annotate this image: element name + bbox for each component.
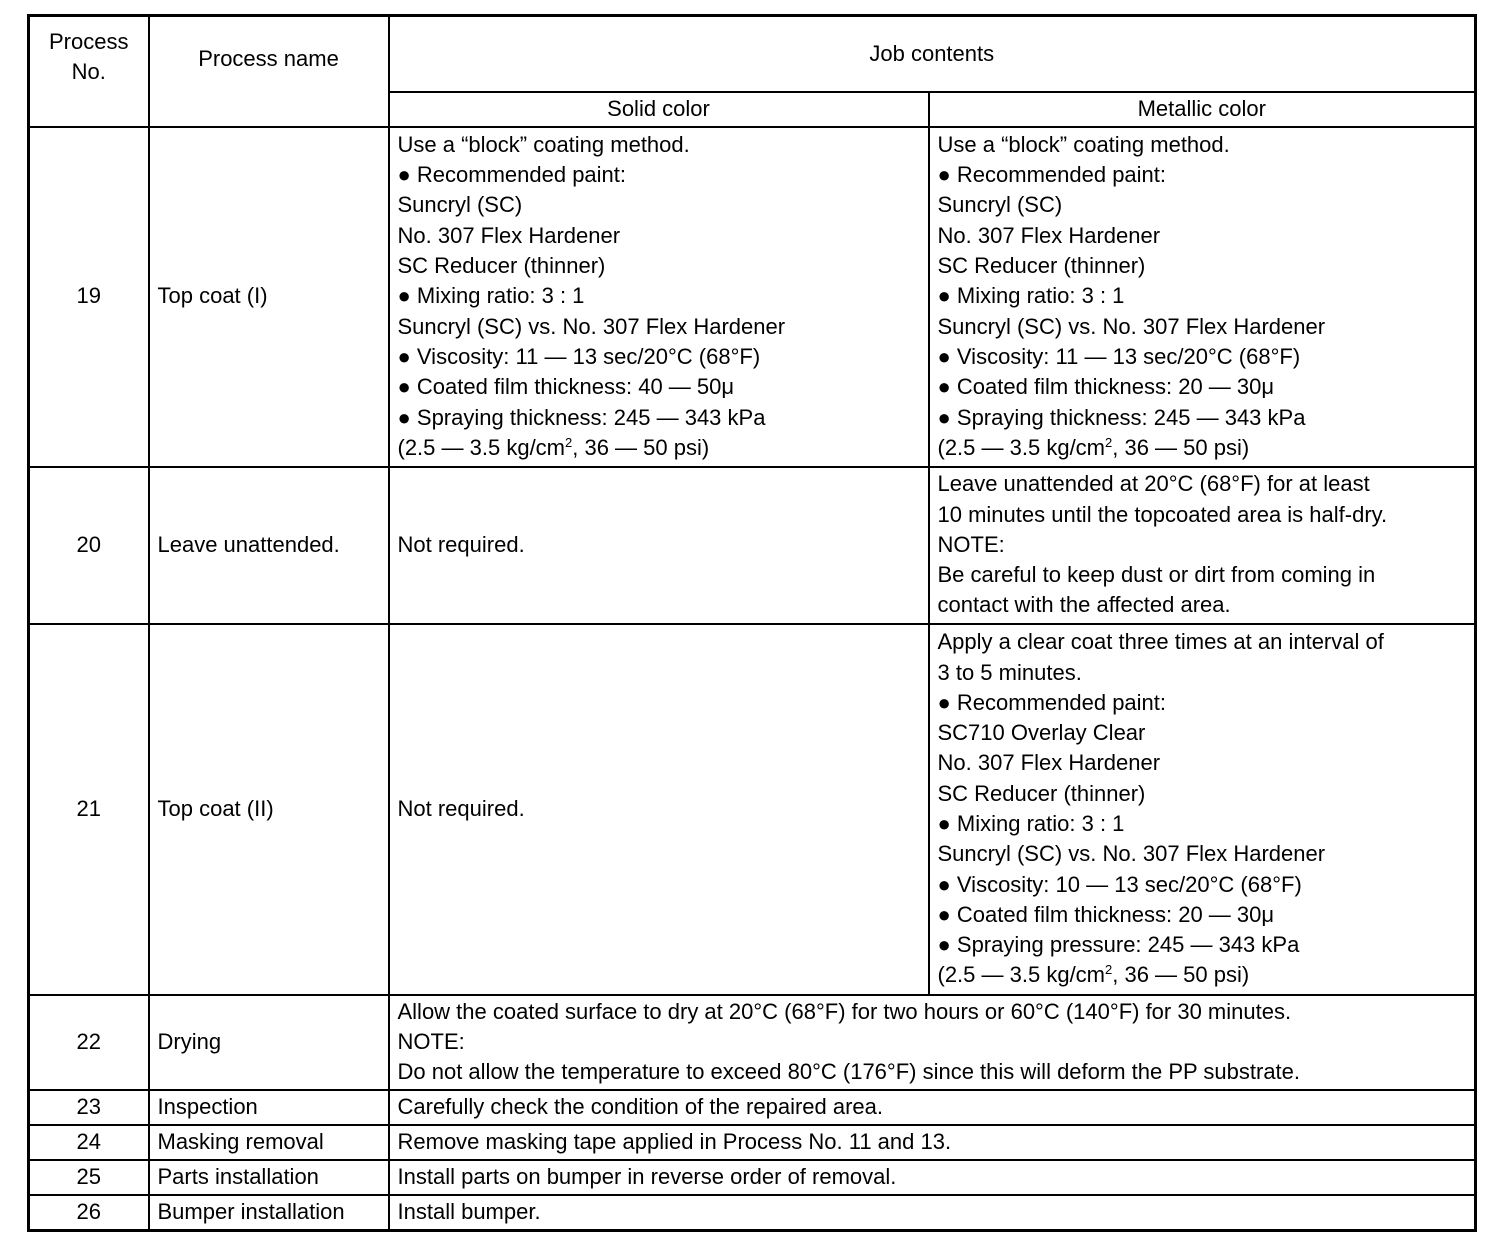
header-process-no: Process No. xyxy=(29,16,149,127)
pressure-text: (2.5 — 3.5 kg/cm xyxy=(397,434,566,460)
solid-contents-text: Use a “block” coating method. ● Recommended paint: Suncryl (SC) No. 307 Flex Hardener SC Reducer (thinner) ● Mixing ratio: 3 : 1 Suncryl (SC) vs. No. 307 Flex Hardener ● Viscosity: 11 — 13 sec/20°C (68°F) ● Coated film thickness: 40 — 50μ ● Spraying thickness: 245 — 343 kPa xyxy=(397,131,786,430)
process-table xyxy=(27,14,1477,1232)
table-row xyxy=(29,1160,1476,1195)
superscript: 2 xyxy=(1105,962,1113,978)
pressure-text: (2.5 — 3.5 kg/cm xyxy=(937,434,1106,460)
solid-color-contents: Not required. xyxy=(389,467,929,624)
job-contents: Carefully check the condition of the repaired area. xyxy=(389,1090,1476,1125)
pressure-text: , 36 — 50 psi) xyxy=(1112,434,1250,460)
header-solid-color: Solid color xyxy=(389,92,929,127)
process-number: 26 xyxy=(29,1195,149,1231)
process-number: 20 xyxy=(29,467,149,624)
process-name: Leave unattended. xyxy=(149,467,389,624)
pressure-text: , 36 — 50 psi) xyxy=(1112,962,1250,988)
metallic-contents-text: Apply a clear coat three times at an interval of 3 to 5 minutes. ● Recommended paint: SC710 Overlay Clear No. 307 Flex Hardener SC Reducer (thinner) ● Mixing ratio: 3 : 1 Suncryl (SC) vs. No. 307 Flex Hardener ● Viscosity: 10 — 13 sec/20°C (68°F) ● Coated film thickness: 20 — 30μ ● Spraying pressure: 245 — 343 kPa xyxy=(937,629,1384,958)
process-number: 25 xyxy=(29,1160,149,1195)
process-name: Bumper installation xyxy=(149,1195,389,1231)
process-number: 24 xyxy=(29,1125,149,1160)
pressure-text: (2.5 — 3.5 kg/cm xyxy=(937,962,1106,988)
process-name: Parts installation xyxy=(149,1160,389,1195)
metallic-color-contents xyxy=(929,624,1476,995)
process-name: Masking removal xyxy=(149,1125,389,1160)
metallic-contents-text: Use a “block” coating method. ● Recommended paint: Suncryl (SC) No. 307 Flex Hardener SC Reducer (thinner) ● Mixing ratio: 3 : 1 Suncryl (SC) vs. No. 307 Flex Hardener ● Viscosity: 11 — 13 sec/20°C (68°F) ● Coated film thickness: 20 — 30μ ● Spraying thickness: 245 — 343 kPa xyxy=(937,131,1326,430)
job-contents: Install parts on bumper in reverse order of removal. xyxy=(389,1160,1476,1195)
table-row xyxy=(29,624,1476,995)
process-number: 23 xyxy=(29,1090,149,1125)
table-row xyxy=(29,995,1476,1090)
process-name: Drying xyxy=(149,995,389,1090)
job-contents: Remove masking tape applied in Process No. 11 and 13. xyxy=(389,1125,1476,1160)
table-row xyxy=(29,1125,1476,1160)
table-row xyxy=(29,467,1476,624)
process-number: 22 xyxy=(29,995,149,1090)
header-job-contents: Job contents xyxy=(389,16,1476,92)
process-name: Top coat (I) xyxy=(149,127,389,467)
process-number: 21 xyxy=(29,624,149,995)
job-contents: Allow the coated surface to dry at 20°C (68°F) for two hours or 60°C (140°F) for 30 minutes. NOTE: Do not allow the temperature to exceed 80°C (176°F) since this will deform the PP substrate. xyxy=(389,995,1476,1090)
job-contents: Install bumper. xyxy=(389,1195,1476,1231)
metallic-color-contents: Leave unattended at 20°C (68°F) for at least 10 minutes until the topcoated area is half-dry. NOTE: Be careful to keep dust or dirt from coming in contact with the affected area. xyxy=(929,467,1476,624)
solid-color-contents xyxy=(389,127,929,467)
superscript: 2 xyxy=(1105,434,1113,450)
header-metallic-color: Metallic color xyxy=(929,92,1476,127)
process-name: Inspection xyxy=(149,1090,389,1125)
table-row xyxy=(29,127,1476,467)
pressure-text: , 36 — 50 psi) xyxy=(572,434,710,460)
superscript: 2 xyxy=(565,434,573,450)
solid-color-contents: Not required. xyxy=(389,624,929,995)
header-process-name: Process name xyxy=(149,16,389,127)
table-row xyxy=(29,1090,1476,1125)
metallic-color-contents xyxy=(929,127,1476,467)
table-row xyxy=(29,1195,1476,1231)
process-number: 19 xyxy=(29,127,149,467)
process-name: Top coat (II) xyxy=(149,624,389,995)
